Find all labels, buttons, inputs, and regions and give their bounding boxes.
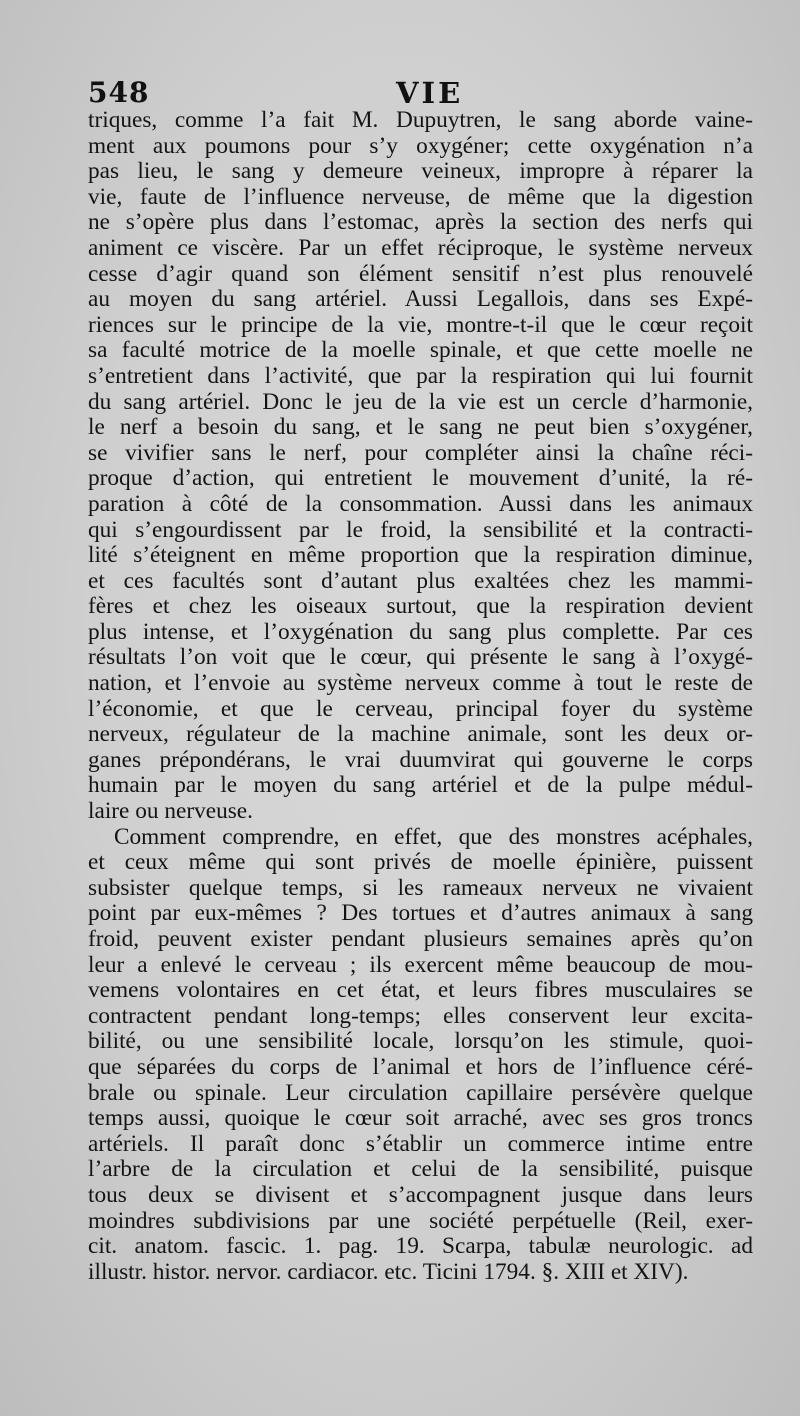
text-line: vie, faute de l’influence nerveuse, de même que la digestion — [88, 183, 753, 210]
text-line: vemens volontaires en cet état, et leurs fibres musculaires se — [88, 977, 753, 1004]
text-line: nerveux, régulateur de la machine animale, sont les deux or- — [88, 721, 753, 748]
running-title: VIE — [396, 76, 464, 110]
text-line: subsister quelque temps, si les rameaux nerveux ne vivaient — [88, 874, 753, 901]
text-line: et ces facultés sont d’autant plus exaltées chez les mammi- — [88, 567, 753, 594]
text-line: artériels. Il paraît donc s’établir un commerce intime entre — [88, 1130, 753, 1157]
text-line: contractent pendant long-temps; elles conservent leur excita- — [88, 1002, 753, 1029]
text-line: le nerf a besoin du sang, et le sang ne peut bien s’oxygéner, — [88, 414, 753, 441]
text-line: cesse d’agir quand son élément sensitif n’est plus renouvelé — [88, 260, 753, 287]
text-line: animent ce viscère. Par un effet réciproque, le système nerveux — [88, 234, 753, 261]
text-line: l’économie, et que le cerveau, principal foyer du système — [88, 695, 753, 722]
text-line: du sang artériel. Donc le jeu de la vie est un cercle d’harmonie, — [88, 388, 753, 415]
text-line: plus intense, et l’oxygénation du sang plus complette. Par ces — [88, 618, 753, 645]
text-line: et ceux même qui sont privés de moelle épinière, puissent — [88, 849, 753, 876]
text-line: l’arbre de la circulation et celui de la sensibilité, puisque — [88, 1156, 753, 1183]
text-line: ne s’opère plus dans l’estomac, après la section des nerfs qui — [88, 209, 753, 236]
page-number: 548 — [88, 76, 150, 109]
text-line: lité s’éteignent en même proportion que la respiration diminue, — [88, 542, 753, 569]
text-line: moindres subdivisions par une société perpétuelle (Reil, exer- — [88, 1207, 753, 1234]
text-line: que séparées du corps de l’animal et hors de l’influence céré- — [88, 1053, 753, 1080]
text-line: bilité, ou une sensibilité locale, lorsqu’on les stimule, quoi- — [88, 1028, 753, 1055]
text-line: au moyen du sang artériel. Aussi Legallois, dans ses Expé- — [88, 286, 753, 313]
paragraph-2 — [88, 825, 753, 1286]
text-line: leur a enlevé le cerveau ; ils exercent même beaucoup de mou- — [88, 951, 753, 978]
text-line: sa faculté motrice de la moelle spinale, et que cette moelle ne — [88, 337, 753, 364]
text-line: humain par le moyen du sang artériel et de la pulpe médul- — [88, 772, 753, 799]
paragraph-1 — [88, 108, 753, 825]
text-line: s’entretient dans l’activité, que par la respiration qui lui fournit — [88, 362, 753, 389]
text-line: ment aux poumons pour s’y oxygéner; cette oxygénation n’a — [88, 132, 753, 159]
text-line: nation, et l’envoie au système nerveux comme à tout le reste de — [88, 670, 753, 697]
text-line: froid, peuvent exister pendant plusieurs semaines après qu’on — [88, 926, 753, 952]
text-line: fères et chez les oiseaux surtout, que la respiration devient — [88, 593, 753, 620]
text-line: temps aussi, quoique le cœur soit arraché, avec ses gros troncs — [88, 1105, 753, 1132]
text-line: se vivifier sans le nerf, pour compléter ainsi la chaîne réci- — [88, 439, 753, 466]
text-line: triques, comme l’a fait M. Dupuytren, le sang aborde vaine- — [88, 107, 753, 133]
text-line: ganes prépondérans, le vrai duumvirat qui gouverne le corps — [88, 746, 753, 773]
body-text — [88, 108, 753, 1285]
text-line: laire ou nerveuse. — [88, 798, 253, 825]
text-line: pas lieu, le sang y demeure veineux, impropre à réparer la — [88, 158, 753, 185]
text-line: tous deux se divisent et s’accompagnent jusque dans leurs — [88, 1181, 753, 1208]
text-line: qui s’engourdissent par le froid, la sensibilité et la contracti- — [88, 516, 753, 543]
text-line: paration à côté de la consommation. Aussi dans les animaux — [88, 490, 753, 517]
text-line: cit. anatom. fascic. 1. pag. 19. Scarpa, tabulæ neurologic. ad — [88, 1233, 753, 1260]
text-line: résultats l’on voit que le cœur, qui présente le sang à l’oxygé- — [88, 644, 753, 671]
text-line: illustr. histor. nervor. cardiacor. etc. Ticini 1794. §. XIII et XIV). — [88, 1258, 689, 1285]
text-line: point par eux-mêmes ? Des tortues et d’autres animaux à sang — [88, 900, 753, 927]
text-line: riences sur le principe de la vie, montre-t-il que le cœur reçoit — [88, 311, 753, 338]
text-line: proque d’action, qui entretient le mouvement d’unité, la ré- — [88, 465, 753, 492]
text-line: brale ou spinale. Leur circulation capillaire persévère quelque — [88, 1079, 753, 1106]
text-line: Comment comprendre, en effet, que des monstres acéphales, — [114, 823, 753, 850]
